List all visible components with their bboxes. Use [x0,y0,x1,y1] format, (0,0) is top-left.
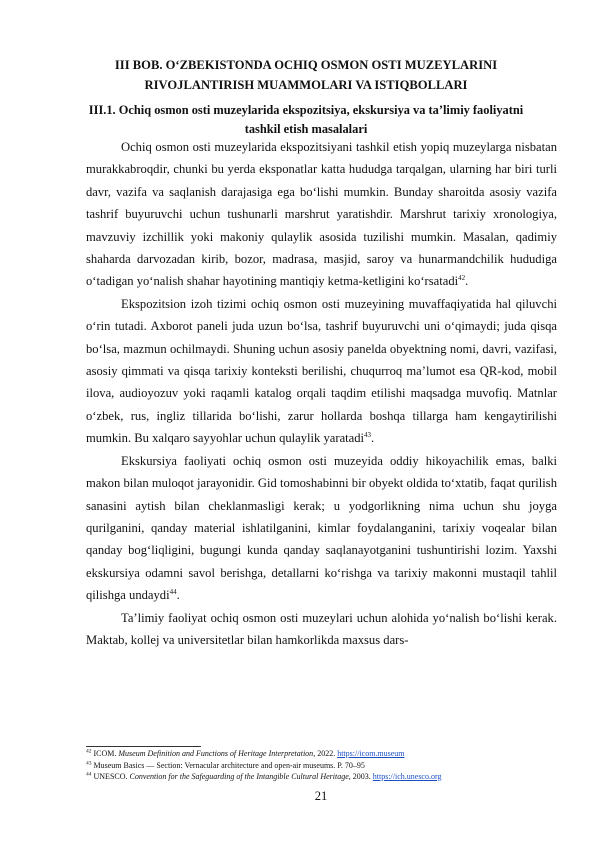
paragraph: Ta’limiy faoliyat ochiq osmon osti muzeylari uchun alohida yo‘nalish bo‘lishi kerak. Maktab, kollej va universitetlar bilan hamkorlikda maxsus dars- [86,610,557,647]
page-number: 21 [314,789,328,803]
paragraph: Ekspozitsion izoh tizimi ochiq osmon osti muzeyining muvaffaqiyatida hal qiluvchi o‘rin tutadi. Axborot paneli juda uzun bo‘lsa, tashrif buyuruvchi uni o‘qimaydi; juda qisqa bo‘lsa, mazmun ochilmaydi. Shuning uchun asosiy panelda obyektning nomi, davri, vazifasi, asosiy qimmati va qisqa tarixiy konteksti berilishi, chuqurroq ma’lumot esa QR-kod, mobil ilova, audioyozuv yoki raqamli katalog orqali taqdim etilishi maqsadga muvofiq. Matnlar o‘zbek, rus, ingliz tillarida bo‘lishi, zarur hollarda boshqa tillarga ham kengaytirilishi mumkin. Bu xalqaro sayyohlar uchun qulaylik yaratadi$^{43}$. [86,296,557,446]
footnote-ref: 44 [169,587,177,596]
footnote-ref: 43 [364,431,372,440]
footnote-link[interactable]: https://icom.museum [337,749,405,758]
footnote-ref: 42 [458,274,466,283]
body-text [86,136,557,651]
paragraph: Ochiq osmon osti muzeylarida ekspozitsiyani tashkil etish yopiq muzeylarga nisbatan murakkabroqdir, chunki bu yerda eksponatlar katta hududga tarqalgan, ularning har biri turli davr, vazifa va saqlanish darajasiga ega bo‘lishi mumkin. Bunday sharoitda asosiy vazifa tashrif buyuruvchi uchun tushunarli marshrut yaratishdir. Marshrut tarixiy xronologiya, mavzuviy izchillik yoki makoniy qulaylik asosida tuzilishi mumkin. Masalan, qadimiy shaharda darvozadan kirib, bozor, madrasa, masjid, saroy va hunarmandchilik hududiga o‘tadigan yo‘nalish shahar hayotining mantiqiy ketma-ketligini ko‘rsatadi$^{42}$. [86,140,557,289]
footnote-link[interactable]: https://ich.unesco.org [372,772,442,781]
footnote: $^{44}$ UNESCO. Convention for the Safeguarding of the Intangible Cultural Heritage, 2003. https://ich.unesco.org [86,771,442,781]
footnote: $^{42}$ ICOM. Museum Definition and Functions of Heritage Interpretation, 2022. https://icom.museum [86,748,405,758]
footnote: $^{43}$ Museum Basics — Section: Vernacular architecture and open-air museums. P. 70–95 [86,759,365,770]
section-title: III.1. Ochiq osmon osti muzeylarida ekspozitsiya, ekskursiya va ta’limiy faoliyatni tashkil etish masalalari [88,103,524,136]
footnote-divider [86,746,201,747]
footnotes [86,748,566,783]
chapter-title: III BOB. O‘ZBEKISTONDA OCHIQ OSMON OSTI MUZEYLARINI RIVOJLANTIRISH MUAMMOLARI VA ISTIQBOLLARI [114,58,498,92]
paragraph: Ekskursiya faoliyati ochiq osmon osti muzeyida oddiy hikoyachilik emas, balki makon bilan muloqot jarayonidir. Gid tomoshabinni bir obyekt oldida to‘xtatib, faqat qurilish sanasini aytish bilan cheklanmasligi kerak; u yodgorlikning nima uchun shu joyga qurilganini, qanday material ishlatilganini, kimlar foydalanganini, tarixiy voqealar bilan qanday bog‘liqligini, bugungi kunda qanday saqlanayotganini tushuntirishi lozim. Yaxshi ekskursiya odamni savol berishga, detallarni ko‘rishga va tarixiy makonni mustaqil tahlil qilishga undaydi$^{44}$. [86,453,557,603]
